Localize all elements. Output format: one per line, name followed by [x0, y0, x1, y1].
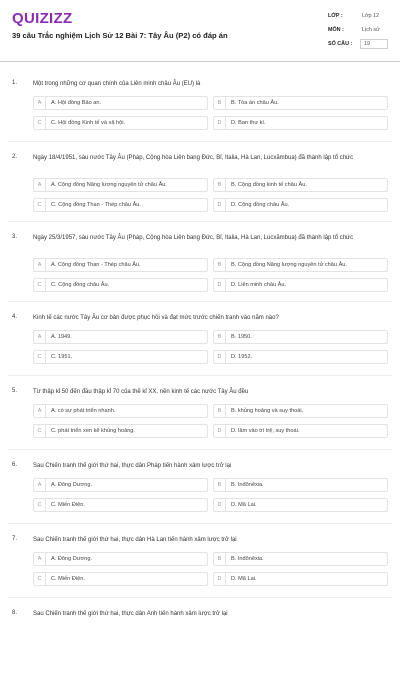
option-d[interactable] [213, 424, 388, 438]
option-b[interactable] [213, 404, 388, 418]
option-text: B. Inđônêxia. [231, 556, 264, 562]
option-c[interactable] [33, 424, 208, 438]
meta-count-row [312, 38, 390, 52]
option-letter: A [34, 553, 46, 565]
divider [8, 449, 392, 450]
option-text: B. Tòa án châu Âu. [231, 100, 279, 106]
meta-class-label: LỚP : [328, 13, 343, 19]
question-list [0, 72, 400, 676]
question-item [0, 454, 400, 528]
meta-count-label: SỐ CÂU : [328, 41, 353, 47]
option-text: C. Hội đồng Kinh tế và xã hội. [51, 120, 126, 126]
option-text: A. Hội đồng Bảo an. [51, 100, 102, 106]
option-d[interactable] [213, 278, 388, 292]
divider [8, 523, 392, 524]
option-text: D. Mã Lai. [231, 502, 257, 508]
option-a[interactable] [33, 552, 208, 566]
option-c[interactable] [33, 198, 208, 212]
option-letter: B [214, 553, 226, 565]
option-a[interactable] [33, 478, 208, 492]
meta-class-value: Lớp 12 [362, 13, 380, 19]
option-c[interactable] [33, 572, 208, 586]
option-text: B. Cộng đồng kinh tế châu Âu. [231, 182, 307, 188]
option-letter: A [34, 331, 46, 343]
option-a[interactable] [33, 178, 208, 192]
option-d[interactable] [213, 116, 388, 130]
option-letter: D [214, 351, 226, 363]
question-number: 5. [12, 388, 18, 394]
option-text: C. Miến Điện. [51, 576, 85, 582]
option-text: D. Mã Lai. [231, 576, 257, 582]
option-b[interactable] [213, 330, 388, 344]
option-letter: A [34, 405, 46, 417]
option-text: A. 1949. [51, 334, 72, 340]
question-number: 8. [12, 610, 18, 616]
option-text: B. 1950. [231, 334, 252, 340]
option-a[interactable] [33, 404, 208, 418]
option-d[interactable] [213, 498, 388, 512]
meta-subject-row [312, 24, 390, 38]
option-text: D. lâm vào trì trệ, suy thoái. [231, 428, 300, 434]
option-b[interactable] [213, 552, 388, 566]
divider [8, 375, 392, 376]
question-number: 1. [12, 80, 18, 86]
question-number: 2. [12, 154, 18, 160]
option-text: B. Inđônêxia. [231, 482, 264, 488]
option-letter: C [34, 425, 46, 437]
option-b[interactable] [213, 178, 388, 192]
option-text: D. 1952. [231, 354, 253, 360]
option-letter: A [34, 259, 46, 271]
option-b[interactable] [213, 478, 388, 492]
option-letter: A [34, 479, 46, 491]
question-item [0, 528, 400, 602]
question-text: Sau Chiến tranh thế giới thứ hai, thực dân Anh tiến hành xâm lược trở lại [33, 611, 228, 617]
question-item [0, 306, 400, 380]
option-text: A. Cộng đồng Than - Thép châu Âu. [51, 262, 141, 268]
option-text: D. Cộng đồng châu Âu. [231, 202, 290, 208]
question-number: 4. [12, 314, 18, 320]
option-c[interactable] [33, 350, 208, 364]
option-text: D. Liên minh châu Âu. [231, 282, 287, 288]
option-text: C. phát triển xen kẽ khủng hoảng. [51, 428, 135, 434]
option-letter: B [214, 479, 226, 491]
question-text: Một trong những cơ quan chính của Liên minh châu Âu (EU) là [33, 81, 201, 87]
option-a[interactable] [33, 96, 208, 110]
divider [8, 301, 392, 302]
option-d[interactable] [213, 350, 388, 364]
option-d[interactable] [213, 572, 388, 586]
option-b[interactable] [213, 96, 388, 110]
question-item [0, 380, 400, 454]
option-b[interactable] [213, 258, 388, 272]
page-header [0, 0, 400, 62]
question-text: Kinh tế các nước Tây Âu cơ bản được phục hồi và đạt mức trước chiến tranh vào năm nào? [33, 315, 279, 321]
option-text: B. khủng hoảng và suy thoái. [231, 408, 304, 414]
option-letter: D [214, 199, 226, 211]
question-text: Từ thập kỉ 50 đến đầu thập kỉ 70 của thế kỉ XX, nền kinh tế các nước Tây Âu đều [33, 389, 249, 395]
option-letter: A [34, 97, 46, 109]
question-text: Sau Chiến tranh thế giới thứ hai, thực dân Hà Lan tiến hành xâm lược trở lại [33, 537, 237, 543]
question-number: 6. [12, 462, 18, 468]
page-title: 39 câu Trắc nghiệm Lịch Sử 12 Bài 7: Tây Âu (P2) có đáp án [12, 31, 228, 40]
divider [8, 141, 392, 142]
meta-class-row [312, 10, 390, 24]
option-d[interactable] [213, 198, 388, 212]
option-letter: D [214, 279, 226, 291]
option-text: B. Cộng đồng Năng lượng nguyên tử châu Âu. [231, 262, 347, 268]
option-text: C. Cộng đồng châu Âu. [51, 282, 110, 288]
option-letter: B [214, 405, 226, 417]
option-letter: C [34, 117, 46, 129]
option-letter: B [214, 97, 226, 109]
question-number: 3. [12, 234, 18, 240]
question-item [0, 72, 400, 146]
option-text: A. Cộng đồng Năng lượng nguyên tử châu Âu. [51, 182, 167, 188]
question-text: Ngày 25/3/1957, sáu nước Tây Âu (Pháp, Cộng hòa Liên bang Đức, Bỉ, Italia, Hà Lan, Lúcxămbua) đã thành lập tổ chức [33, 235, 354, 241]
question-item [0, 146, 400, 226]
divider [8, 221, 392, 222]
option-letter: D [214, 117, 226, 129]
option-letter: C [34, 499, 46, 511]
option-letter: D [214, 499, 226, 511]
option-letter: B [214, 331, 226, 343]
option-text: A. Đông Dương. [51, 482, 92, 488]
option-letter: D [214, 425, 226, 437]
option-a[interactable] [33, 258, 208, 272]
option-text: A. có sự phát triển nhanh. [51, 408, 116, 414]
option-c[interactable] [33, 278, 208, 292]
quizizz-logo: QUIZIZZ [12, 10, 73, 27]
option-letter: C [34, 351, 46, 363]
option-letter: D [214, 573, 226, 585]
divider [8, 597, 392, 598]
question-number: 7. [12, 536, 18, 542]
question-text: Ngày 18/4/1951, sáu nước Tây Âu (Pháp, Cộng hòa Liên bang Đức, Bỉ, Italia, Hà Lan, Lúcxămbua) đã thành lập tổ chức [33, 155, 354, 161]
question-item [0, 602, 400, 676]
option-text: C. 1951. [51, 354, 73, 360]
meta-info [312, 10, 390, 52]
option-text: C. Cộng đồng Than - Thép châu Âu. [51, 202, 141, 208]
option-letter: C [34, 573, 46, 585]
option-letter: C [34, 199, 46, 211]
option-c[interactable] [33, 498, 208, 512]
option-letter: B [214, 179, 226, 191]
meta-subject-label: MÔN : [328, 27, 344, 33]
option-letter: C [34, 279, 46, 291]
option-text: D. Ban thư kí. [231, 120, 266, 126]
option-text: C. Miến Điện. [51, 502, 85, 508]
option-letter: B [214, 259, 226, 271]
option-c[interactable] [33, 116, 208, 130]
question-text: Sau Chiến tranh thế giới thứ hai, thực dân Pháp tiến hành xâm lược trở lại [33, 463, 232, 469]
option-text: A. Đông Dương. [51, 556, 92, 562]
question-item [0, 226, 400, 306]
meta-subject-value: Lịch sử [362, 27, 380, 33]
option-a[interactable] [33, 330, 208, 344]
option-letter: A [34, 179, 46, 191]
meta-count-value: 19 [360, 39, 388, 49]
